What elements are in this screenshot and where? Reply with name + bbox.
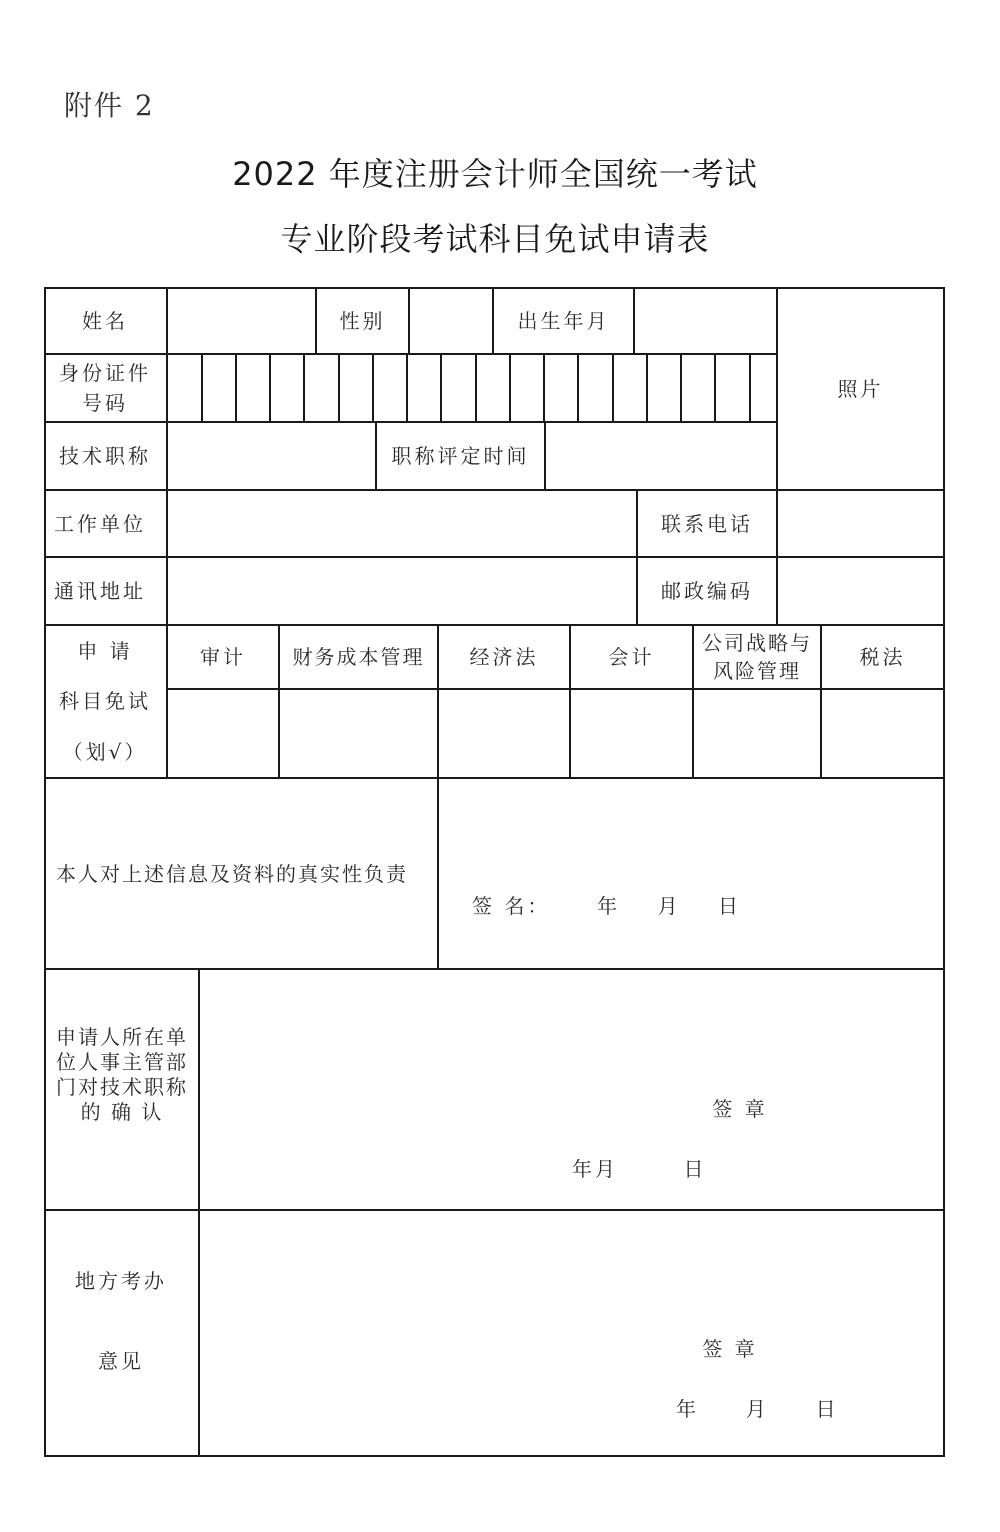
birth-field[interactable] <box>635 289 776 353</box>
title-date-field[interactable] <box>546 423 776 489</box>
office-date-label: 年 月 日 <box>676 1397 839 1421</box>
id-box-divider <box>201 353 203 423</box>
address-label: 通讯地址 <box>54 579 146 603</box>
birth-label: 出生年月 <box>517 309 610 333</box>
subject-tax-law: 税法 <box>859 645 906 669</box>
audit-check-cell[interactable] <box>168 690 278 777</box>
name-label: 姓名 <box>82 309 128 333</box>
tax-law-check-cell[interactable] <box>822 690 943 777</box>
form-title-line2: 专业阶段考试科目免试申请表 <box>280 220 710 258</box>
title-date-label: 职称评定时间 <box>391 444 530 468</box>
employer-field[interactable] <box>168 491 636 556</box>
id-box-divider <box>749 353 751 423</box>
id-box-divider <box>406 353 408 423</box>
subject-financial-cost-management: 财务成本管理 <box>292 645 425 669</box>
hr-seal-label: 签 章 <box>712 1097 768 1121</box>
hr-opinion-area[interactable] <box>200 970 943 1209</box>
id-box-divider <box>235 353 237 423</box>
col-line <box>437 777 439 970</box>
photo-label: 照片 <box>837 377 884 401</box>
exempt-label <box>44 626 166 777</box>
accounting-check-cell[interactable] <box>571 690 692 777</box>
id-box-divider <box>646 353 648 423</box>
subject-strategy-risk: 公司战略与风险管理 <box>702 631 812 683</box>
id-box-divider <box>338 353 340 423</box>
id-box-divider <box>303 353 305 423</box>
exempt-label-line2: 科目免试 <box>59 689 151 714</box>
id-box-divider <box>372 353 374 423</box>
id-label <box>44 355 166 421</box>
strategy-risk-check-cell[interactable] <box>694 690 820 777</box>
id-box-divider <box>612 353 614 423</box>
financial-cost-management-check-cell[interactable] <box>280 690 437 777</box>
postcode-label: 邮政编码 <box>661 579 753 603</box>
id-box-divider <box>440 353 442 423</box>
subject-audit: 审计 <box>200 645 246 669</box>
id-box-divider <box>509 353 511 423</box>
subject-accounting: 会计 <box>608 645 655 669</box>
attachment-label: 附件 2 <box>64 89 155 122</box>
id-label-line2: 号码 <box>82 391 128 415</box>
form-title-line1: 2022 年度注册会计师全国统一考试 <box>232 155 758 193</box>
office-opinion-area[interactable] <box>200 1211 943 1455</box>
photo-area[interactable] <box>778 289 943 489</box>
office-label-line2: 意见 <box>98 1349 144 1373</box>
title-field[interactable] <box>168 423 375 489</box>
title-label: 技术职称 <box>59 444 151 468</box>
hr-confirm-label: 申请人所在单位人事主管部门对技术职称的 确 认 <box>56 1025 188 1124</box>
declaration-text: 本人对上述信息及资料的真实性负责 <box>56 861 408 886</box>
signature-line[interactable]: 签 名： 年 月 日 <box>472 894 742 918</box>
hr-date-label: 年月 日 <box>572 1157 707 1181</box>
id-box-divider <box>577 353 579 423</box>
id-box-divider <box>269 353 271 423</box>
gender-label: 性别 <box>339 309 386 333</box>
employer-label: 工作单位 <box>54 511 146 536</box>
phone-label: 联系电话 <box>661 511 753 536</box>
economic-law-check-cell[interactable] <box>439 690 569 777</box>
exempt-label-line1: 申 请 <box>77 639 133 664</box>
id-label-line1: 身份证件 <box>59 361 151 385</box>
table-border-bottom <box>44 1455 945 1457</box>
id-box-divider <box>680 353 682 423</box>
id-box-divider <box>714 353 716 423</box>
gender-field[interactable] <box>410 289 492 353</box>
id-box-divider <box>543 353 545 423</box>
table-border-right <box>943 287 945 1457</box>
office-label <box>44 1266 198 1376</box>
postcode-field[interactable] <box>778 558 943 624</box>
id-box-divider <box>475 353 477 423</box>
phone-field[interactable] <box>778 491 943 556</box>
office-label-line1: 地方考办 <box>75 1269 167 1293</box>
address-field[interactable] <box>168 558 636 624</box>
name-field[interactable] <box>168 289 315 353</box>
exempt-label-line3: （划√） <box>62 739 148 764</box>
office-seal-label: 签 章 <box>702 1337 758 1361</box>
subject-economic-law: 经济法 <box>469 645 539 669</box>
